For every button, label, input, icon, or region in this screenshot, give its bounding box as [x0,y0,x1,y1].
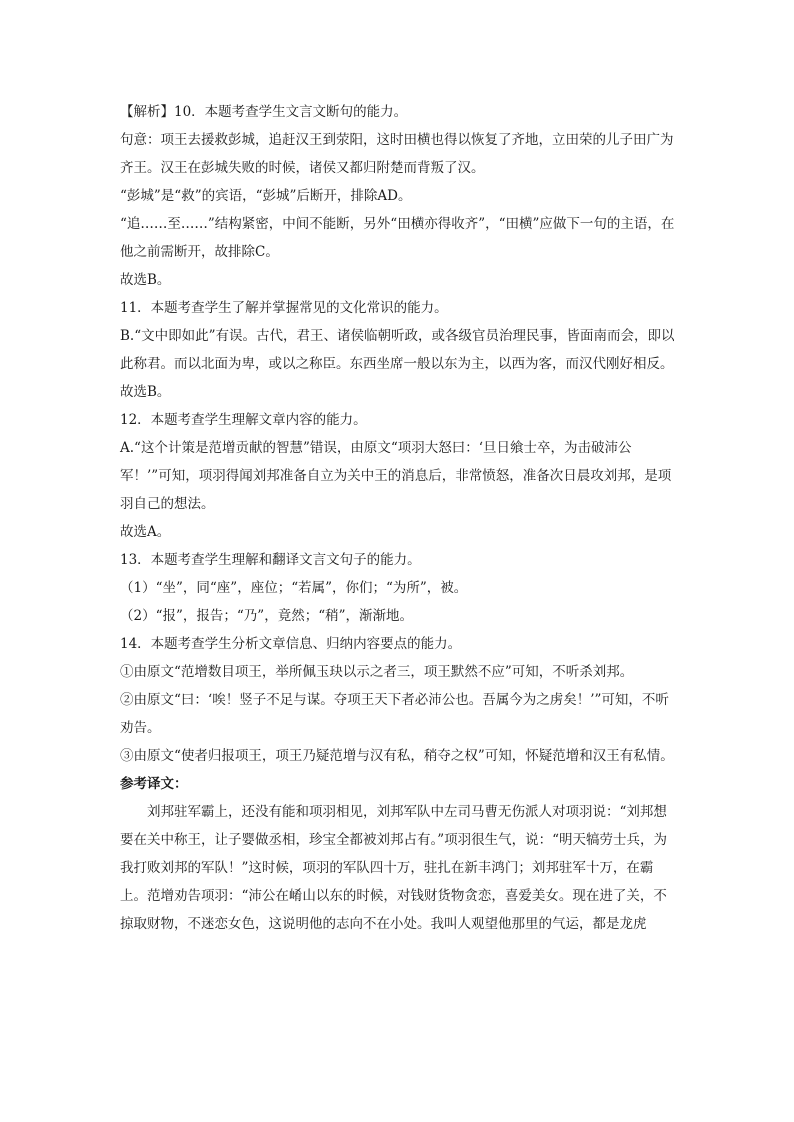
sentence-meaning: 句意：项王去援救彭城，追赶汉王到荥阳，这时田横也得以恢复了齐地，立田荣的儿子田广为齐王。汉王在彭城失败的时候，诸侯又都归附楚而背叛了汉。 [120,132,674,176]
q11-option-b: B.“文中即如此”有误。古代，君王、诸侯临朝听政，或各级官员治理民事，皆面南而会，即以此称君。而以北面为卑，或以之称臣。东西坐席一般以东为主，以西为客，而汉代刚好相反。 [120,328,675,372]
reference-translation-text: 刘邦驻军霸上，还没有能和项羽相见，刘邦军队中左司马曹无伤派人对项羽说：“刘邦想要在关中称王，让子婴做丞相，珍宝全都被刘邦占有。”项羽很生气，说：“明天犒劳士兵，为我打败刘邦的军队！”这时候，项羽的军队四十万，驻扎在新丰鸿门；刘邦驻军十万，在霸上。范增劝告项羽：“沛公在崤山以东的时候，对钱财货物贪恋，喜爱美女。现在进了关，不掠取财物，不迷恋女色，这说明他的志向不在小处。我叫人观望他那里的气运，都是龙虎 [120,804,668,932]
zhui-explanation: “追……至……”结构紧密，中间不能断，另外“田横亦得收齐”，“田横”应做下一句的主语，在他之前需断开，故排除C。 [120,216,675,260]
q12-option-a: A.“这个计策是范增贡献的智慧”错误，由原文“项羽大怒曰：‘旦日飨士卒，为击破沛公军！’”可知，项羽得闻刘邦准备自立为关中王的消息后，非常愤怒，准备次日晨攻刘邦，是项羽自己的想法。 [120,440,672,512]
q13-item-2: （2）“报”，报告；“乃”，竟然；“稍”，渐渐地。 [120,608,413,624]
answer-q11: 故选B。 [120,384,171,400]
answer-q12: 故选A。 [120,524,171,540]
analysis-q14-heading: 14．本题考查学生分析文章信息、归纳内容要点的能力。 [120,636,462,652]
q13-item-1: （1）“坐”，同“座”，座位；“若属”，你们；“为所”，被。 [120,580,468,596]
pengcheng-explanation: “彭城”是“救”的宾语，“彭城”后断开，排除AD。 [120,188,412,204]
reference-translation-title: 参考译文： [120,776,188,792]
q14-point-3: ③由原文“使者归报项王，项王乃疑范增与汉有私，稍夺之权”可知，怀疑范增和汉王有私情。 [120,748,674,764]
answer-q10: 故选B。 [120,272,171,288]
q14-point-1: ①由原文“范增数目项王，举所佩玉玦以示之者三，项王默然不应”可知，不听杀刘邦。 [120,664,634,680]
analysis-q10-heading: 【解析】10．本题考查学生文言文断句的能力。 [120,104,408,120]
analysis-q12-heading: 12．本题考查学生理解文章内容的能力。 [120,412,367,428]
analysis-q13-heading: 13．本题考查学生理解和翻译文言文句子的能力。 [120,552,421,568]
q14-point-2: ②由原文“曰：‘唉！竖子不足与谋。夺项王天下者必沛公也。吾属今为之虏矣！’”可知，不听劝告。 [120,692,669,736]
analysis-q11-heading: 11．本题考查学生了解并掌握常见的文化常识的能力。 [120,300,448,316]
document-body [120,98,678,938]
